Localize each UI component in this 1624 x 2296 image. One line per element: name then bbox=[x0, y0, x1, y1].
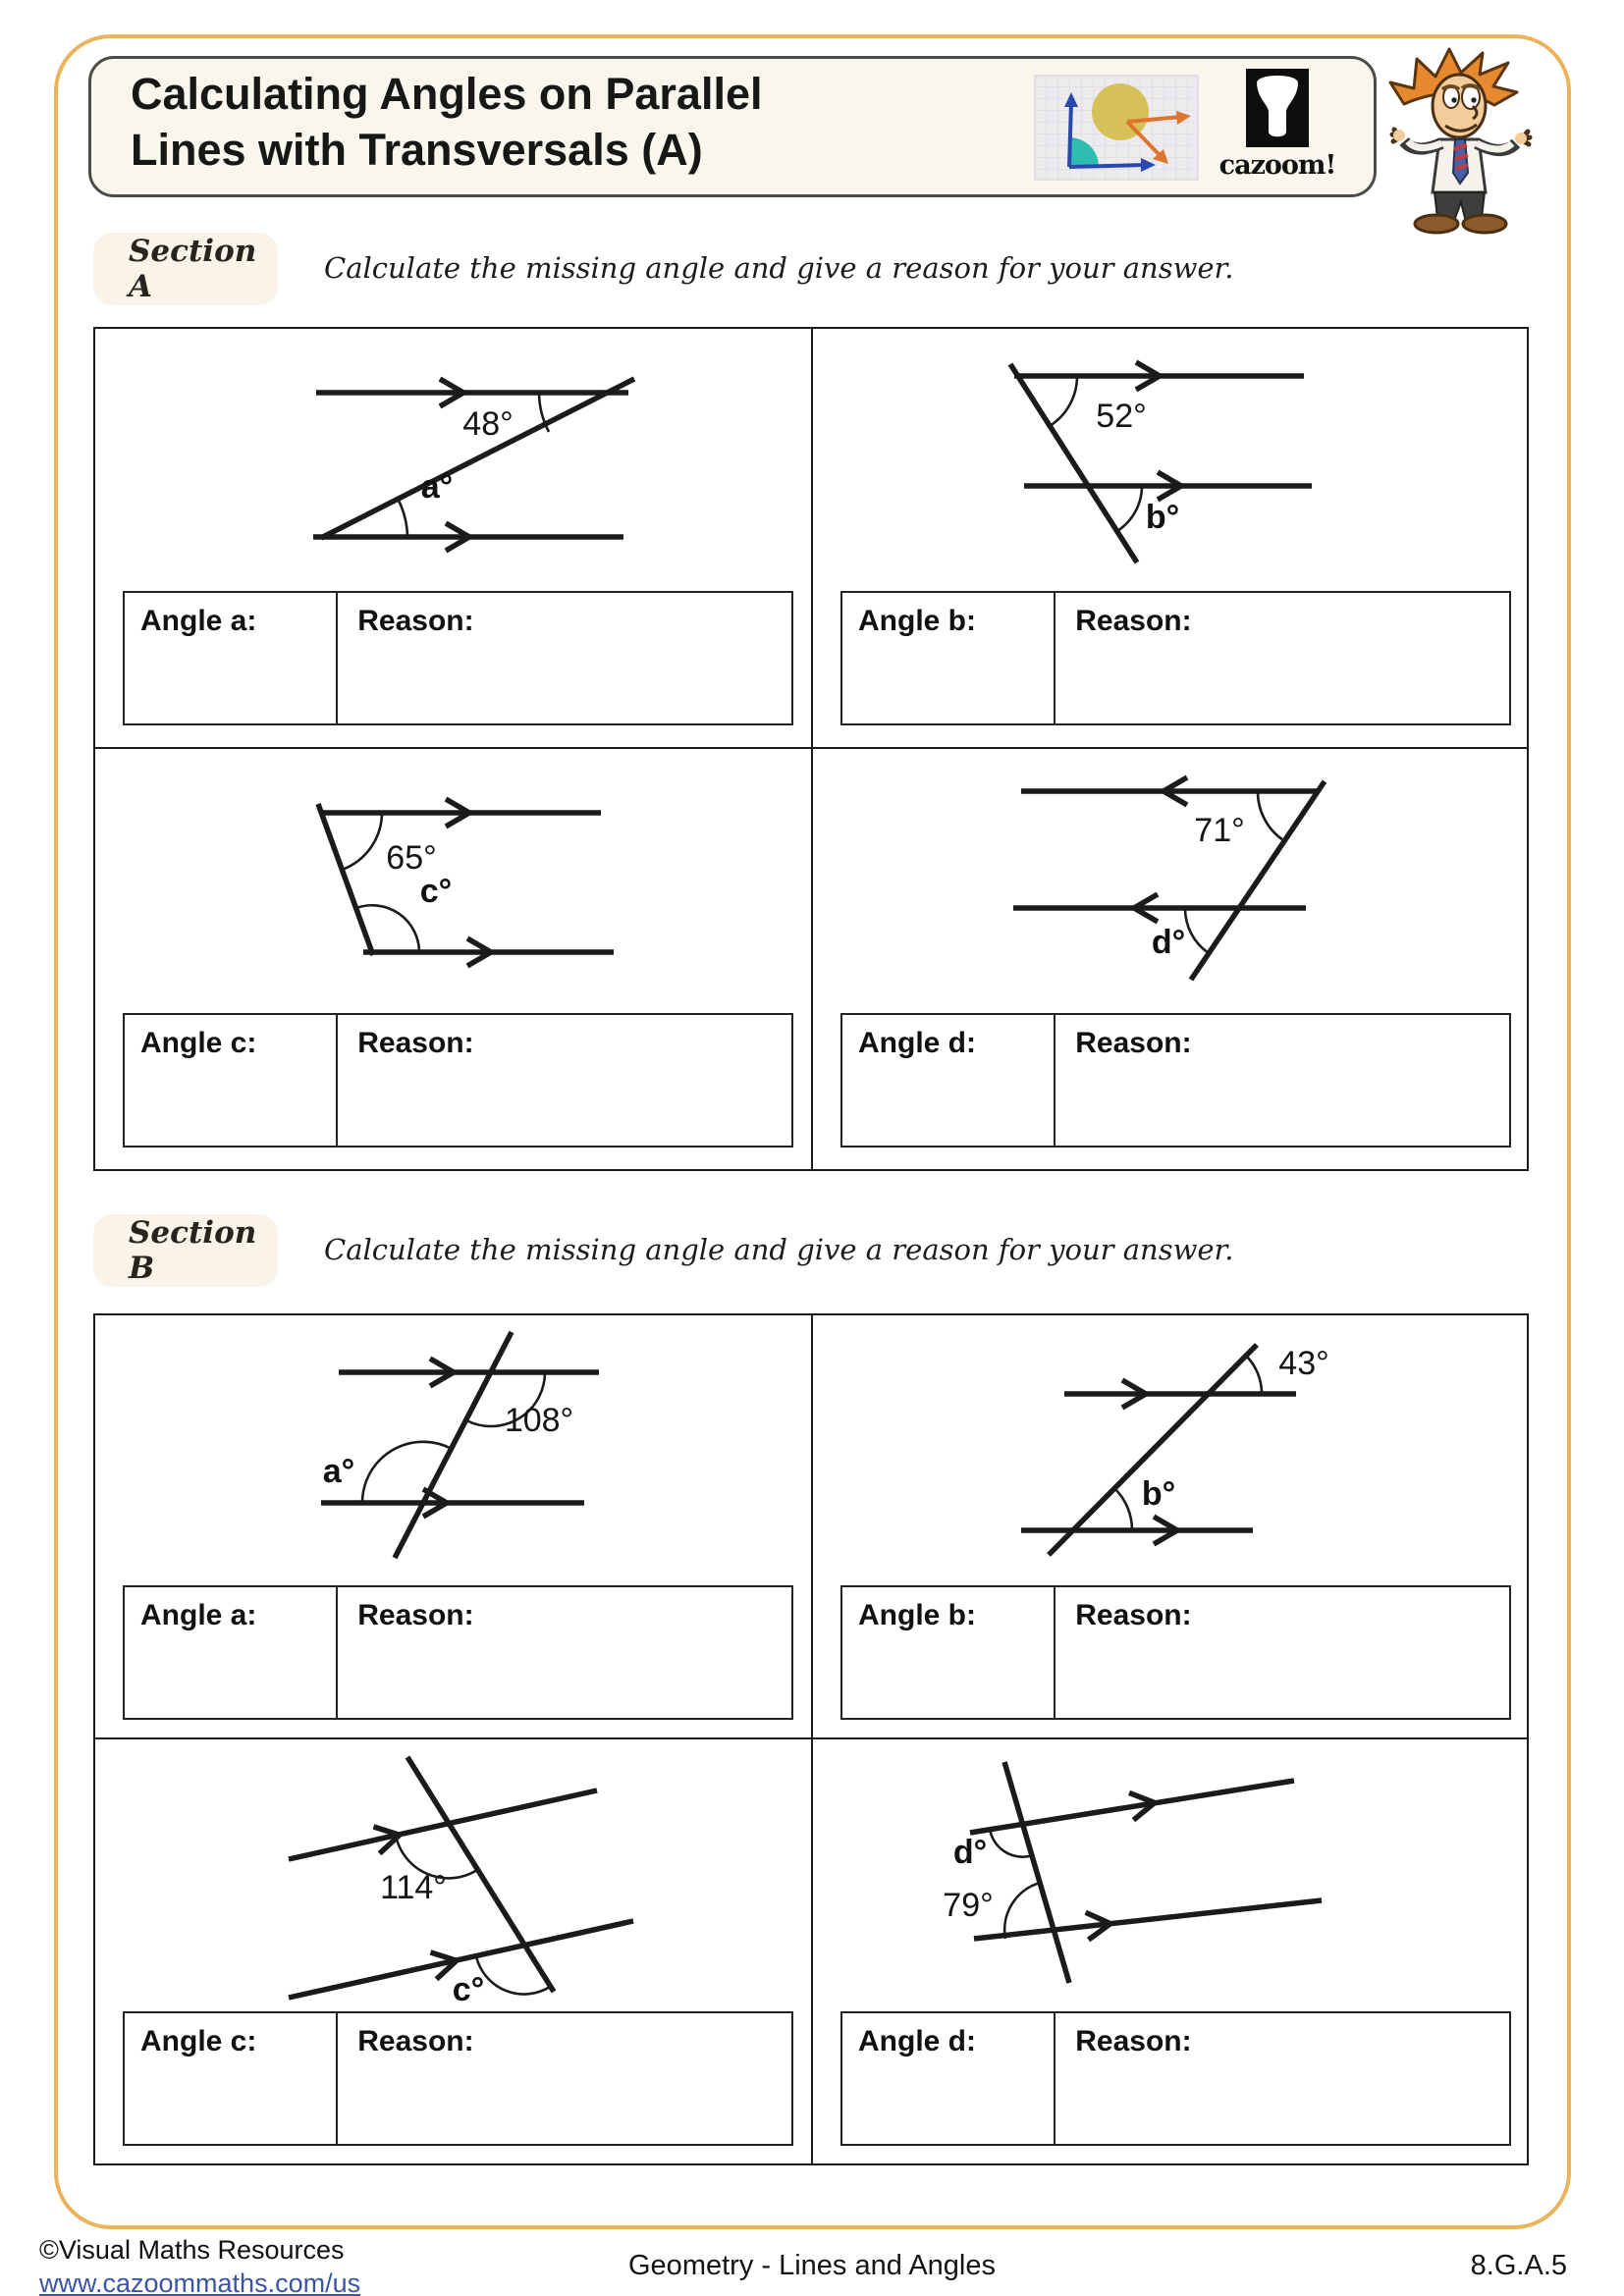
angle-diagram-a4 bbox=[813, 749, 1529, 1014]
unknown-angle-label-b1: a° bbox=[322, 1453, 355, 1490]
angle-diagram-b4 bbox=[813, 1739, 1529, 2024]
problem-cell-b3 bbox=[95, 1739, 813, 2163]
reason-label: Reason: bbox=[1075, 1599, 1192, 1631]
given-angle-label-a3: 65° bbox=[386, 839, 437, 877]
problem-cell-a4 bbox=[813, 749, 1529, 1169]
reason-label: Reason: bbox=[1075, 2025, 1192, 2057]
answer-table-b3 bbox=[123, 2011, 793, 2146]
geometry-chart-icon bbox=[1034, 75, 1199, 186]
unknown-angle-label-b2: b° bbox=[1141, 1475, 1176, 1513]
problem-cell-a2 bbox=[813, 329, 1529, 749]
section-a-grid bbox=[93, 327, 1529, 1171]
answer-table-b4 bbox=[840, 2011, 1511, 2146]
angle-answer-label: Angle b: bbox=[842, 1587, 1056, 1718]
given-angle-label-b2: 43° bbox=[1278, 1345, 1329, 1382]
problem-cell-b4 bbox=[813, 1739, 1529, 2163]
section-a-label: Section A bbox=[93, 233, 278, 305]
angle-answer-label: Angle d: bbox=[842, 2013, 1056, 2144]
section-b-instruction: Calculate the missing angle and give a reason for your answer. bbox=[324, 1233, 1234, 1266]
standard-code: 8.G.A.5 bbox=[1470, 2250, 1567, 2281]
page-title-line2: Lines with Transversals (A) bbox=[131, 124, 703, 175]
angle-diagram-b2 bbox=[813, 1315, 1529, 1595]
website-link[interactable]: www.cazoommaths.com/us bbox=[39, 2268, 361, 2296]
cazoom-logo bbox=[1211, 69, 1344, 181]
answer-table-a3 bbox=[123, 1013, 793, 1148]
angle-answer-label: Angle c: bbox=[125, 1015, 338, 1146]
angle-answer-label: Angle c: bbox=[125, 2013, 338, 2144]
given-angle-label-a4: 71° bbox=[1194, 812, 1245, 849]
page-title bbox=[131, 67, 763, 178]
title-box bbox=[88, 56, 1377, 197]
angle-diagram-a2 bbox=[813, 329, 1529, 594]
unknown-angle-label-b3: c° bbox=[452, 1971, 485, 2008]
given-angle-label-a1: 48° bbox=[462, 405, 514, 443]
problem-cell-b1 bbox=[95, 1315, 813, 1739]
mascot-character-icon bbox=[1382, 43, 1540, 240]
unknown-angle-label-b4: d° bbox=[952, 1834, 988, 1871]
footer-topic-text: Geometry - Lines and Angles bbox=[628, 2250, 996, 2281]
copyright-text: ©Visual Maths Resources bbox=[39, 2235, 345, 2265]
angle-diagram-b1 bbox=[95, 1315, 811, 1595]
reason-label: Reason: bbox=[1075, 1027, 1192, 1059]
section-a-instruction: Calculate the missing angle and give a reason for your answer. bbox=[324, 251, 1234, 285]
page-title-line1: Calculating Angles on Parallel bbox=[131, 69, 763, 119]
cazoom-drum-icon bbox=[1246, 69, 1309, 147]
angle-answer-label: Angle a: bbox=[125, 1587, 338, 1718]
answer-table-b1 bbox=[123, 1585, 793, 1720]
problem-cell-a1 bbox=[95, 329, 813, 749]
angle-diagram-a3 bbox=[95, 749, 811, 1014]
reason-label: Reason: bbox=[357, 1027, 474, 1059]
reason-label: Reason: bbox=[1075, 605, 1192, 637]
reason-label: Reason: bbox=[357, 1599, 474, 1631]
angle-answer-label: Angle a: bbox=[125, 593, 338, 723]
given-angle-label-b3: 114° bbox=[380, 1869, 447, 1906]
cazoom-brand-text: cazoom! bbox=[1218, 150, 1336, 181]
unknown-angle-label-a3: c° bbox=[419, 873, 453, 910]
answer-table-a2 bbox=[840, 591, 1511, 725]
angle-diagram-b3 bbox=[95, 1739, 811, 2024]
given-angle-label-b1: 108° bbox=[504, 1402, 574, 1439]
unknown-angle-label-a1: a° bbox=[420, 468, 454, 506]
section-b-grid bbox=[93, 1313, 1529, 2165]
answer-table-a4 bbox=[840, 1013, 1511, 1148]
problem-cell-b2 bbox=[813, 1315, 1529, 1739]
angle-diagram-a1 bbox=[95, 329, 811, 594]
section-b-label: Section B bbox=[93, 1214, 278, 1287]
problem-cell-a3 bbox=[95, 749, 813, 1169]
reason-label: Reason: bbox=[357, 605, 474, 637]
angle-answer-label: Angle b: bbox=[842, 593, 1056, 723]
angle-answer-label: Angle d: bbox=[842, 1015, 1056, 1146]
answer-table-b2 bbox=[840, 1585, 1511, 1720]
reason-label: Reason: bbox=[357, 2025, 474, 2057]
answer-table-a1 bbox=[123, 591, 793, 725]
given-angle-label-b4: 79° bbox=[943, 1887, 994, 1924]
unknown-angle-label-a2: b° bbox=[1145, 499, 1180, 536]
unknown-angle-label-a4: d° bbox=[1151, 924, 1186, 961]
given-angle-label-a2: 52° bbox=[1096, 398, 1147, 435]
